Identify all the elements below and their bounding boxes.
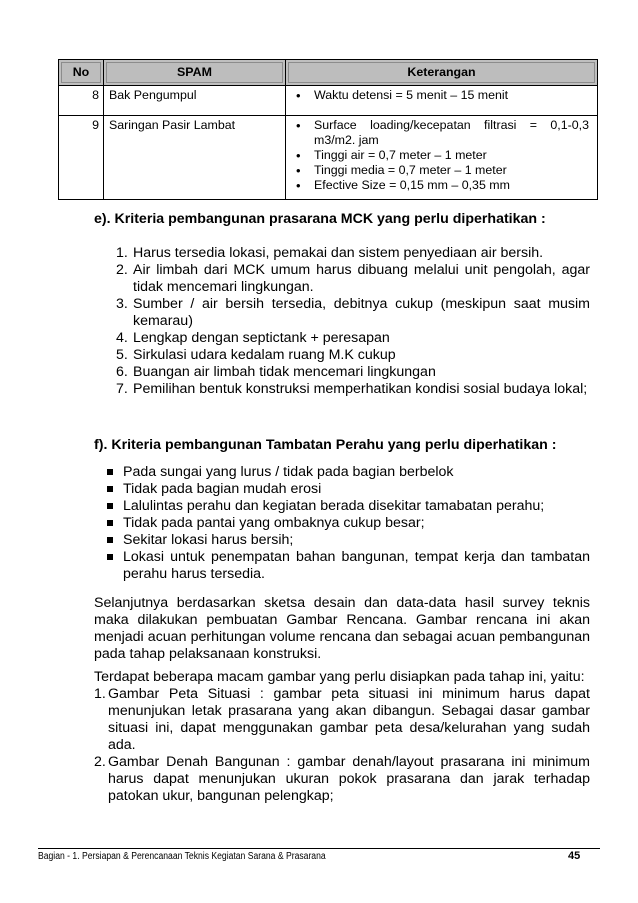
item-number: 1. bbox=[94, 686, 106, 702]
item-text: Buangan air limbah tidak mencemari lingkungan bbox=[133, 364, 436, 380]
item-text: Pada sungai yang lurus / tidak pada bagian berbelok bbox=[123, 464, 454, 480]
page-number: 45 bbox=[568, 850, 581, 862]
item-text: Tidak pada bagian mudah erosi bbox=[123, 481, 322, 497]
section-f-heading: f). Kriteria pembangunan Tambatan Perahu yang perlu diperhatikan : bbox=[94, 437, 557, 453]
list-item bbox=[116, 381, 590, 398]
list-item bbox=[106, 532, 590, 549]
table-header-row bbox=[59, 60, 598, 86]
keterangan-item: • Efective Size = 0,15 mm – 0,35 mm bbox=[294, 178, 589, 193]
item-number: 3. bbox=[116, 296, 128, 312]
item-text: Sirkulasi udara kedalam ruang M.K cukup bbox=[133, 347, 396, 363]
item-number: 4. bbox=[116, 330, 128, 346]
item-text: Gambar Peta Situasi : gambar peta situasi ini minimum harus dapat menunjukan letak prasarana yang akan dibangun. Sebagai dasar gambar situasi ini, dapat menggunakan gambar peta desa/kelurahan yang sudah ada. bbox=[108, 686, 590, 753]
item-number: 2. bbox=[94, 754, 106, 770]
paragraph-gambar-rencana: Selanjutnya berdasarkan sketsa desain dan data-data hasil survey teknis maka dilakukan pembuatan Gambar Rencana. Gambar rencana ini akan menjadi acuan perhitungan volume rencana dan sebagai acuan pembangunan pada tahap pelaksanaan konstruksi. bbox=[94, 595, 590, 662]
row-spam: Saringan Pasir Lambat bbox=[104, 116, 286, 200]
section-e-heading: e). Kriteria pembangunan prasarana MCK yang perlu diperhatikan : bbox=[94, 211, 546, 227]
item-text: Lokasi untuk penempatan bahan bangunan, tempat kerja dan tambatan perahu harus tersedia. bbox=[123, 549, 590, 582]
item-text: Gambar Denah Bangunan : gambar denah/layout prasarana ini minimum harus dapat menunjukan ukuran pokok prasarana dan jarak terhadap patokan ukur, bangunan pelengkap; bbox=[108, 754, 590, 804]
square-bullet-icon bbox=[107, 469, 113, 475]
paragraph-macam-gambar bbox=[94, 669, 590, 805]
item-number: 6. bbox=[116, 364, 128, 380]
square-bullet-icon bbox=[107, 503, 113, 509]
header-keterangan: Keterangan bbox=[286, 60, 598, 86]
item-number: 2. bbox=[116, 262, 128, 278]
row-no: 9 bbox=[59, 116, 104, 200]
item-text: Tidak pada pantai yang ombaknya cukup besar; bbox=[123, 515, 425, 531]
list-item bbox=[106, 464, 590, 481]
footer-chapter-title: Bagian - 1. Persiapan & Perencanaan Teknis Kegiatan Sarana & Prasarana bbox=[38, 851, 326, 862]
section-e-list bbox=[116, 245, 590, 398]
list-item bbox=[106, 498, 590, 515]
footer-divider bbox=[38, 848, 600, 849]
square-bullet-icon bbox=[107, 486, 113, 492]
list-item bbox=[116, 330, 590, 347]
keterangan-item: • Waktu detensi = 5 menit – 15 menit bbox=[294, 88, 589, 103]
item-text: Harus tersedia lokasi, pemakai dan sistem penyediaan air bersih. bbox=[133, 245, 544, 261]
square-bullet-icon bbox=[107, 537, 113, 543]
square-bullet-icon bbox=[107, 554, 113, 560]
item-text: Pemilihan bentuk konstruksi memperhatikan kondisi sosial budaya lokal; bbox=[133, 381, 588, 397]
header-no: No bbox=[59, 60, 104, 86]
row-no: 8 bbox=[59, 86, 104, 116]
keterangan-item: • Surface loading/kecepatan filtrasi = 0,1-0,3 m3/m2. jam bbox=[294, 118, 589, 148]
row-spam: Bak Pengumpul bbox=[104, 86, 286, 116]
list-item bbox=[106, 481, 590, 498]
spam-table bbox=[58, 59, 598, 200]
row-keterangan bbox=[286, 86, 598, 116]
item-text: Sumber / air bersih tersedia, debitnya cukup (meskipun saat musim kemarau) bbox=[133, 296, 590, 329]
item-number: 7. bbox=[116, 381, 128, 397]
item-text: Lengkap dengan septictank + peresapan bbox=[133, 330, 390, 346]
item-text: Air limbah dari MCK umum harus dibuang melalui unit pengolah, agar tidak mencemari lingkungan. bbox=[133, 262, 590, 295]
item-text: Lalulintas perahu dan kegiatan berada disekitar tamabatan perahu; bbox=[123, 498, 545, 514]
table-row bbox=[59, 116, 598, 200]
item-text: Sekitar lokasi harus bersih; bbox=[123, 532, 294, 548]
list-item bbox=[106, 515, 590, 532]
paragraph-intro: Terdapat beberapa macam gambar yang perlu disiapkan pada tahap ini, yaitu: bbox=[94, 669, 585, 685]
row-keterangan bbox=[286, 116, 598, 200]
list-item bbox=[116, 364, 590, 381]
square-bullet-icon bbox=[107, 520, 113, 526]
list-item bbox=[94, 754, 590, 805]
item-number: 5. bbox=[116, 347, 128, 363]
item-number: 1. bbox=[116, 245, 128, 261]
list-item bbox=[116, 262, 590, 296]
list-item bbox=[94, 686, 590, 754]
header-spam: SPAM bbox=[104, 60, 286, 86]
section-f-list bbox=[106, 464, 590, 583]
list-item bbox=[116, 296, 590, 330]
list-item bbox=[116, 245, 590, 262]
keterangan-item: • Tinggi air = 0,7 meter – 1 meter bbox=[294, 148, 589, 163]
keterangan-item: • Tinggi media = 0,7 meter – 1 meter bbox=[294, 163, 589, 178]
table-row bbox=[59, 86, 598, 116]
list-item bbox=[106, 549, 590, 583]
list-item bbox=[116, 347, 590, 364]
gambar-list bbox=[94, 686, 590, 805]
